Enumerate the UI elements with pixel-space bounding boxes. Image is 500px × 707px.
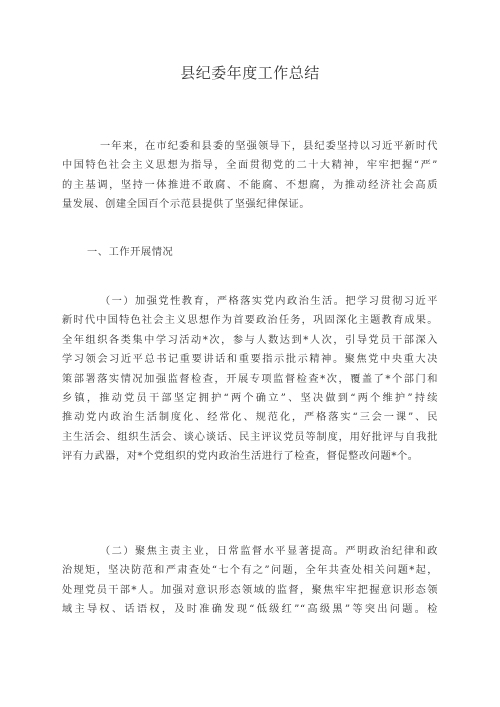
document-title: 县纪委年度工作总结 <box>180 64 320 82</box>
text-line: 的主基调，坚持一体推进不敢腐、不能腐、不想腐，为推动经济社会高质 <box>62 179 438 191</box>
section-heading: 一、工作开展情况 <box>87 247 174 258</box>
text-line: （一）加强党性教育，严格落实党内政治生活。把学习贯彻习近平 <box>100 296 438 307</box>
text-line: 主生活会、组织生活会、谈心谈话、民主评议党员等制度，用好批评与自我批 <box>62 431 438 443</box>
text-line: 学习领会习近平总书记重要讲话和重要指示批示精神。聚焦党中央重大决 <box>62 354 438 366</box>
text-line: 推动党内政治生活制度化、经常化、规范化，严格落实“三会一课”、民 <box>62 412 438 424</box>
text-line: 量发展、创建全国百个示范县提供了坚强纪律保证。 <box>62 199 311 211</box>
text-line: 一年来，在市纪委和县委的坚强领导下，县纪委坚持以习近平新时代 <box>100 141 438 152</box>
text-line: 域主导权、话语权，及时准确发现“低级红”“高级黑”等突出问题。检 <box>62 604 438 616</box>
text-line: 中国特色社会主义思想为指导，全面贯彻党的二十大精神，牢牢把握“严” <box>62 160 438 172</box>
text-line: 策部署落实情况加强监督检查，开展专项监督检查*次，覆盖了*个部门和 <box>62 373 438 385</box>
text-line: 乡镇，推动党员干部坚定拥护“两个确立”、坚决做到“两个维护”持续 <box>62 392 438 404</box>
text-line: 处理党员干部*人。加强对意识形态领域的监督，聚焦牢牢把握意识形态领 <box>62 584 438 596</box>
paragraph-one <box>62 292 438 467</box>
intro-paragraph <box>62 137 438 215</box>
text-line: 评有力武器，对*个党组织的党内政治生活进行了检查，督促整改问题*个。 <box>62 451 419 463</box>
text-line: 新时代中国特色社会主义思想作为首要政治任务，巩固深化主题教育成果。 <box>62 315 438 327</box>
text-line: 治规矩，坚决防范和严肃查处“七个有之”问题，全年共查处相关问题*起， <box>62 565 438 577</box>
text-line: （二）聚焦主责主业，日常监督水平显著提高。严明政治纪律和政 <box>100 546 438 557</box>
paragraph-two <box>62 542 438 620</box>
text-line: 全年组织各类集中学习活动*次，参与人数达到*人次，引导党员干部深入 <box>62 334 438 346</box>
